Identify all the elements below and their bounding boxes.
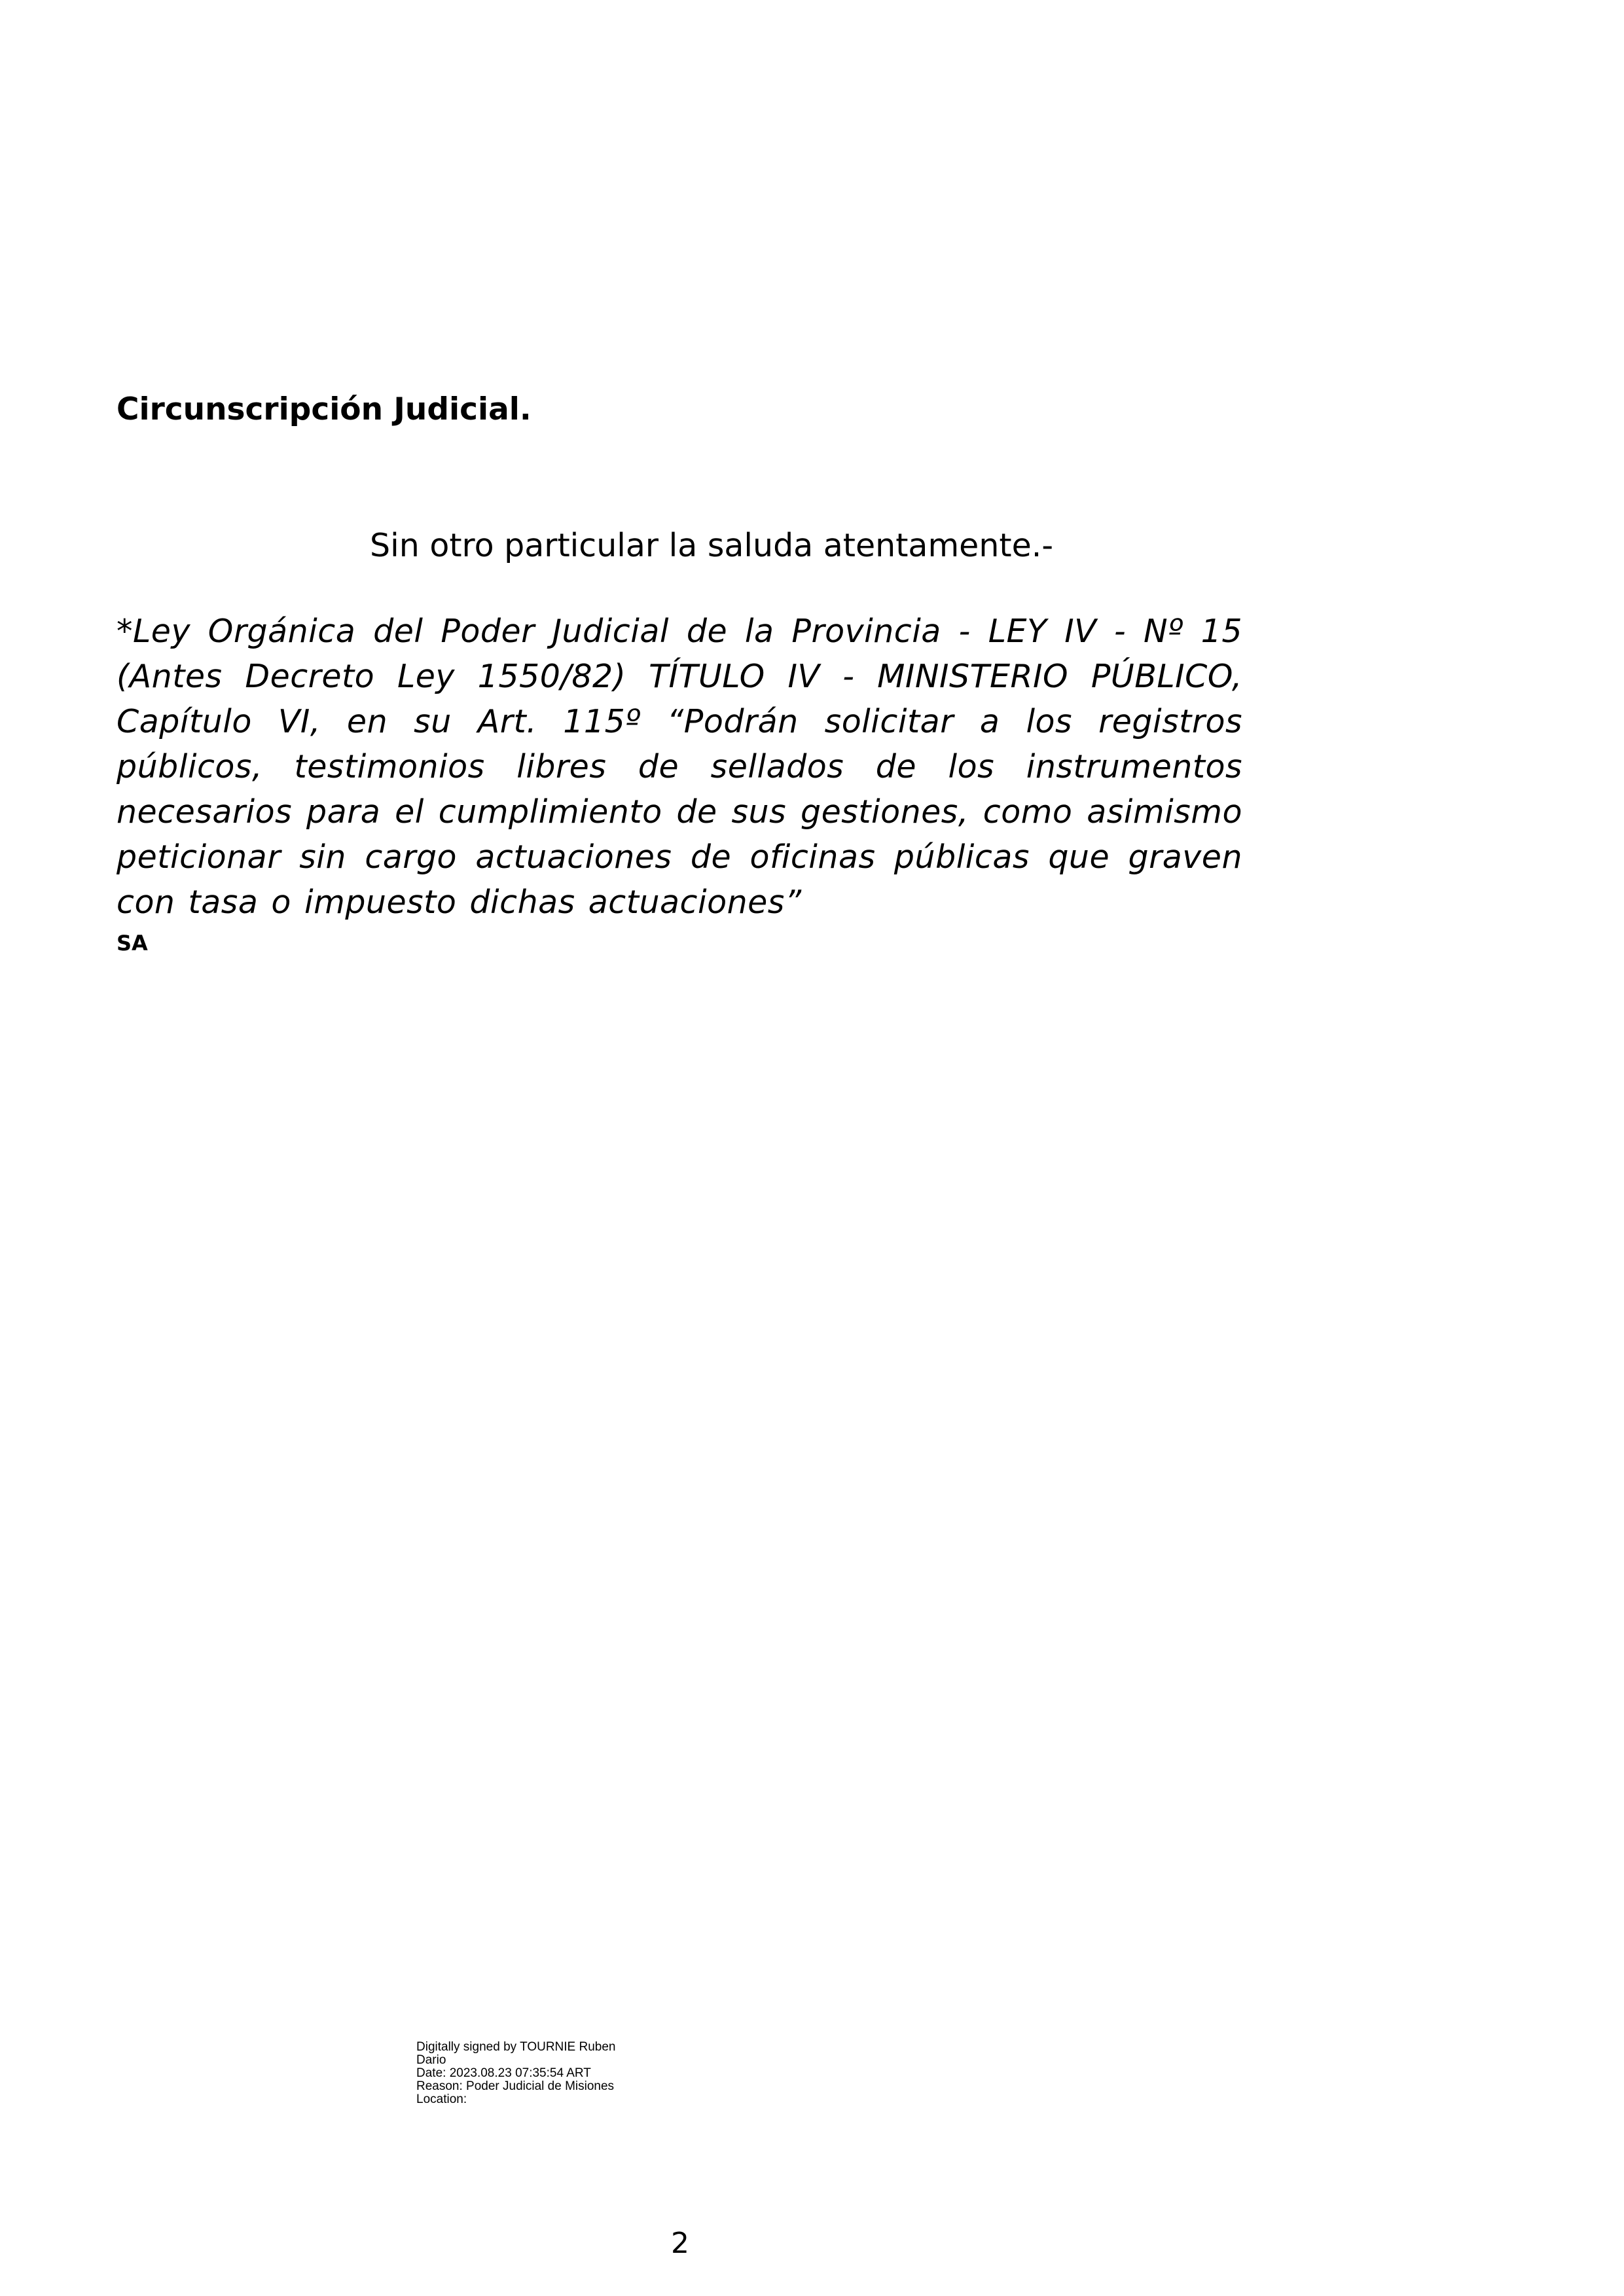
signature-line: Reason: Poder Judicial de Misiones: [416, 2079, 615, 2093]
signature-line: Digitally signed by TOURNIE Ruben: [416, 2040, 616, 2054]
digital-signature-block: [416, 2041, 652, 2106]
legal-footnote: *Ley Orgánica del Poder Judicial de la Provincia - LEY IV - Nº 15 (Antes Decreto Ley 1550/82) TÍTULO IV - MINISTERIO PÚBLICO, Capítulo VI, en su Art. 115º “Podrán solicitar a los registros públicos, testimonios libres de sellados de los instrumentos necesarios para el cumplimiento de sus gestiones, como asimismo peticionar sin cargo actuaciones de oficinas públicas que graven con tasa o impuesto dichas actuaciones”: [117, 613, 1242, 921]
author-initials: SA: [117, 931, 148, 956]
signature-line: Date: 2023.08.23 07:35:54 ART: [416, 2066, 591, 2080]
signature-line: Location:: [416, 2092, 467, 2106]
closing-line: Sin otro particular la saluda atentamente.-: [370, 527, 1054, 564]
page-number: 2: [671, 2227, 689, 2260]
section-heading: Circunscripción Judicial.: [117, 391, 532, 427]
signature-line: Dario: [416, 2053, 446, 2067]
